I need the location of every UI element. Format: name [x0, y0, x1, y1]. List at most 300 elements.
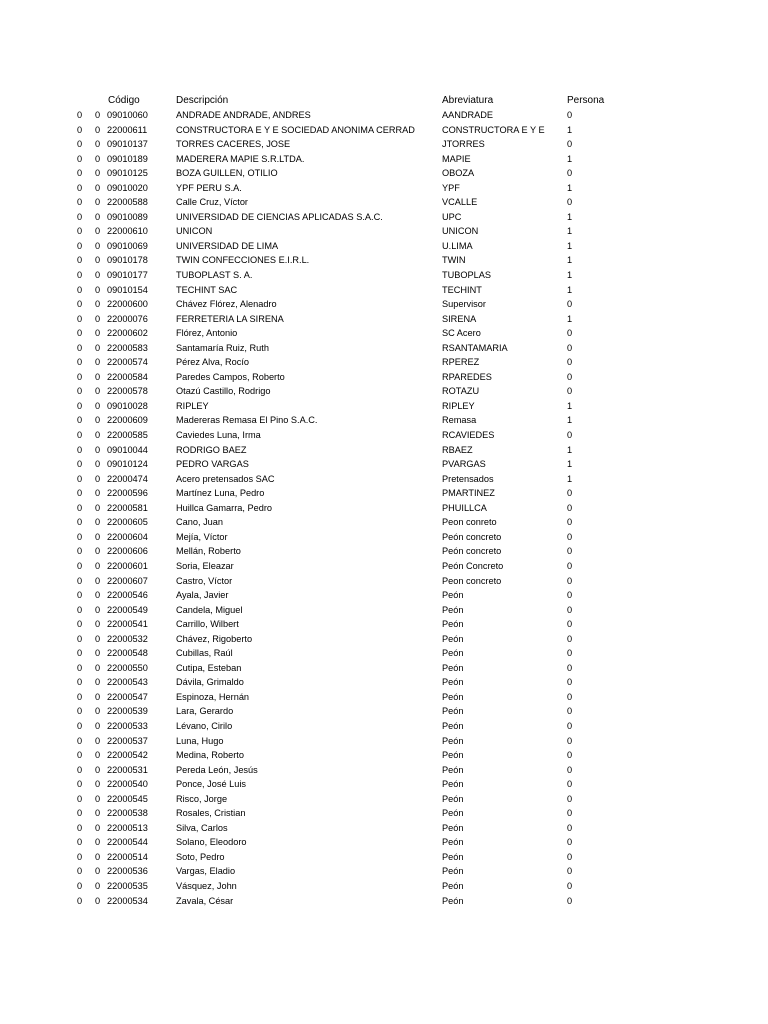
- flag-b-cell: 0: [95, 779, 101, 790]
- flag-a-cell: 0: [77, 764, 83, 775]
- flag-b-cell: 0: [95, 400, 101, 411]
- descripcion-cell: Espinoza, Hernán: [176, 691, 250, 702]
- flag-b-cell: 0: [95, 386, 101, 397]
- descripcion-cell: Mejía, Víctor: [176, 531, 228, 542]
- flag-a-cell: 0: [77, 560, 83, 571]
- persona-cell: 0: [567, 720, 573, 731]
- flag-a-cell: 0: [77, 793, 83, 804]
- table-row: [0, 195, 768, 210]
- table-row: [0, 108, 768, 123]
- flag-a-cell: 0: [77, 633, 83, 644]
- descripcion-cell: UNICON: [176, 226, 213, 237]
- flag-a-cell: 0: [77, 895, 83, 906]
- abreviatura-cell: Peón: [442, 750, 464, 761]
- codigo-cell: 22000542: [107, 750, 148, 761]
- flag-a-cell: 0: [77, 517, 83, 528]
- flag-b-cell: 0: [95, 284, 101, 295]
- flag-a-cell: 0: [77, 851, 83, 862]
- table-row: [0, 530, 768, 545]
- codigo-cell: 22000539: [107, 706, 148, 717]
- table-row: [0, 675, 768, 690]
- descripcion-cell: Candela, Miguel: [176, 604, 243, 615]
- table-row: [0, 166, 768, 181]
- abreviatura-cell: RSANTAMARIA: [442, 342, 508, 353]
- codigo-cell: 22000606: [107, 546, 148, 557]
- descripcion-cell: RODRIGO BAEZ: [176, 444, 247, 455]
- persona-cell: 0: [567, 517, 573, 528]
- persona-cell: 0: [567, 488, 573, 499]
- flag-b-cell: 0: [95, 226, 101, 237]
- abreviatura-cell: Peón: [442, 619, 464, 630]
- abreviatura-cell: Peón: [442, 779, 464, 790]
- table-row: [0, 370, 768, 385]
- persona-cell: 0: [567, 677, 573, 688]
- flag-a-cell: 0: [77, 168, 83, 179]
- table-row: [0, 704, 768, 719]
- flag-a-cell: 0: [77, 328, 83, 339]
- flag-b-cell: 0: [95, 299, 101, 310]
- abreviatura-cell: PMARTINEZ: [442, 488, 495, 499]
- flag-b-cell: 0: [95, 604, 101, 615]
- descripcion-cell: Zavala, César: [176, 895, 234, 906]
- persona-cell: 0: [567, 662, 573, 673]
- abreviatura-cell: Pretensados: [442, 473, 494, 484]
- descripcion-cell: Huillca Gamarra, Pedro: [176, 502, 272, 513]
- table-row: [0, 690, 768, 705]
- flag-a-cell: 0: [77, 139, 83, 150]
- persona-cell: 1: [567, 124, 573, 135]
- codigo-cell: 22000604: [107, 531, 148, 542]
- persona-cell: 1: [567, 270, 573, 281]
- abreviatura-cell: MAPIE: [442, 153, 471, 164]
- flag-b-cell: 0: [95, 531, 101, 542]
- table-row: [0, 588, 768, 603]
- descripcion-cell: Flórez, Antonio: [176, 328, 238, 339]
- descripcion-cell: PEDRO VARGAS: [176, 459, 249, 470]
- flag-b-cell: 0: [95, 866, 101, 877]
- persona-cell: 1: [567, 153, 573, 164]
- persona-cell: 1: [567, 459, 573, 470]
- persona-cell: 1: [567, 182, 573, 193]
- descripcion-cell: Lévano, Cirilo: [176, 720, 233, 731]
- codigo-cell: 09010060: [107, 110, 148, 120]
- persona-cell: 0: [567, 546, 573, 557]
- table-body: [0, 108, 768, 908]
- descripcion-cell: Cubillas, Raúl: [176, 648, 233, 659]
- table-row: [0, 806, 768, 821]
- persona-cell: 1: [567, 226, 573, 237]
- codigo-cell: 09010069: [107, 240, 148, 251]
- persona-cell: 1: [567, 444, 573, 455]
- table-row: [0, 632, 768, 647]
- flag-a-cell: 0: [77, 255, 83, 266]
- descripcion-cell: Pérez Alva, Rocío: [176, 357, 250, 368]
- codigo-cell: 09010028: [107, 400, 148, 411]
- flag-b-cell: 0: [95, 139, 101, 150]
- flag-a-cell: 0: [77, 284, 83, 295]
- table-row: [0, 355, 768, 370]
- table-row: [0, 210, 768, 225]
- abreviatura-cell: PVARGAS: [442, 459, 486, 470]
- descripcion-cell: Acero pretensados SAC: [176, 473, 275, 484]
- persona-cell: 0: [567, 531, 573, 542]
- abreviatura-cell: TECHINT: [442, 284, 482, 295]
- abreviatura-cell: Peón: [442, 822, 464, 833]
- flag-a-cell: 0: [77, 691, 83, 702]
- table-row: [0, 224, 768, 239]
- codigo-cell: 22000609: [107, 415, 148, 426]
- table-row: [0, 312, 768, 327]
- abreviatura-cell: Supervisor: [442, 299, 486, 310]
- table-row: [0, 574, 768, 589]
- flag-a-cell: 0: [77, 735, 83, 746]
- table-row: [0, 821, 768, 836]
- codigo-cell: 22000533: [107, 720, 148, 731]
- table-row: [0, 341, 768, 356]
- header-descripcion: Descripción: [176, 95, 229, 106]
- abreviatura-cell: PHUILLCA: [442, 502, 487, 513]
- persona-cell: 0: [567, 328, 573, 339]
- table-row: [0, 486, 768, 501]
- persona-cell: 0: [567, 430, 573, 441]
- persona-cell: 0: [567, 590, 573, 601]
- flag-b-cell: 0: [95, 895, 101, 906]
- flag-a-cell: 0: [77, 313, 83, 324]
- codigo-cell: 22000574: [107, 357, 148, 368]
- flag-b-cell: 0: [95, 328, 101, 339]
- flag-a-cell: 0: [77, 444, 83, 455]
- descripcion-cell: Soria, Eleazar: [176, 560, 234, 571]
- abreviatura-cell: JTORRES: [442, 139, 485, 150]
- flag-a-cell: 0: [77, 371, 83, 382]
- descripcion-cell: Caviedes Luna, Irma: [176, 430, 261, 441]
- descripcion-cell: TWIN CONFECCIONES E.I.R.L.: [176, 255, 310, 266]
- flag-a-cell: 0: [77, 822, 83, 833]
- data-table: [0, 93, 768, 908]
- persona-cell: 0: [567, 691, 573, 702]
- flag-a-cell: 0: [77, 590, 83, 601]
- abreviatura-cell: Remasa: [442, 415, 477, 426]
- abreviatura-cell: OBOZA: [442, 168, 475, 179]
- header-persona: Persona: [567, 95, 605, 106]
- flag-a-cell: 0: [77, 211, 83, 222]
- flag-a-cell: 0: [77, 866, 83, 877]
- flag-b-cell: 0: [95, 357, 101, 368]
- flag-a-cell: 0: [77, 502, 83, 513]
- persona-cell: 1: [567, 284, 573, 295]
- codigo-cell: 22000596: [107, 488, 148, 499]
- descripcion-cell: Chávez Flórez, Alenadro: [176, 299, 277, 310]
- codigo-cell: 22000602: [107, 328, 148, 339]
- abreviatura-cell: Peón: [442, 808, 464, 819]
- table-row: [0, 181, 768, 196]
- table-row: [0, 879, 768, 894]
- table-row: [0, 763, 768, 778]
- abreviatura-cell: Peón: [442, 851, 464, 862]
- flag-b-cell: 0: [95, 822, 101, 833]
- flag-a-cell: 0: [77, 342, 83, 353]
- flag-a-cell: 0: [77, 720, 83, 731]
- persona-cell: 0: [567, 764, 573, 775]
- codigo-cell: 22000513: [107, 822, 148, 833]
- flag-a-cell: 0: [77, 386, 83, 397]
- table-row: [0, 617, 768, 632]
- persona-cell: 0: [567, 648, 573, 659]
- flag-b-cell: 0: [95, 662, 101, 673]
- codigo-cell: 22000532: [107, 633, 148, 644]
- abreviatura-cell: Peón: [442, 793, 464, 804]
- abreviatura-cell: Peón: [442, 895, 464, 906]
- table-row: [0, 515, 768, 530]
- table-row: [0, 777, 768, 792]
- flag-a-cell: 0: [77, 182, 83, 193]
- flag-b-cell: 0: [95, 750, 101, 761]
- flag-a-cell: 0: [77, 473, 83, 484]
- flag-a-cell: 0: [77, 299, 83, 310]
- abreviatura-cell: Peón: [442, 677, 464, 688]
- table-row: [0, 559, 768, 574]
- table-row: [0, 297, 768, 312]
- flag-b-cell: 0: [95, 633, 101, 644]
- codigo-cell: 22000545: [107, 793, 148, 804]
- persona-cell: 0: [567, 735, 573, 746]
- flag-a-cell: 0: [77, 546, 83, 557]
- persona-cell: 0: [567, 779, 573, 790]
- codigo-cell: 22000578: [107, 386, 148, 397]
- table-row: [0, 792, 768, 807]
- descripcion-cell: Vargas, Eladio: [176, 866, 236, 877]
- descripcion-cell: Solano, Eleodoro: [176, 837, 247, 848]
- flag-b-cell: 0: [95, 619, 101, 630]
- descripcion-cell: Carrillo, Wilbert: [176, 619, 239, 630]
- table-row: [0, 457, 768, 472]
- persona-cell: 0: [567, 750, 573, 761]
- codigo-cell: 22000605: [107, 517, 148, 528]
- flag-a-cell: 0: [77, 619, 83, 630]
- abreviatura-cell: RBAEZ: [442, 444, 473, 455]
- flag-b-cell: 0: [95, 880, 101, 891]
- codigo-cell: 22000474: [107, 473, 148, 484]
- flag-a-cell: 0: [77, 415, 83, 426]
- persona-cell: 0: [567, 851, 573, 862]
- abreviatura-cell: Peón: [442, 764, 464, 775]
- flag-b-cell: 0: [95, 240, 101, 251]
- abreviatura-cell: Peon conreto: [442, 517, 497, 528]
- codigo-cell: 09010189: [107, 153, 148, 164]
- codigo-cell: 22000538: [107, 808, 148, 819]
- descripcion-cell: Pereda León, Jesús: [176, 764, 258, 775]
- descripcion-cell: Cano, Juan: [176, 517, 223, 528]
- flag-b-cell: 0: [95, 459, 101, 470]
- table-row: [0, 850, 768, 865]
- flag-b-cell: 0: [95, 808, 101, 819]
- table-row: [0, 646, 768, 661]
- flag-b-cell: 0: [95, 677, 101, 688]
- table-row: [0, 748, 768, 763]
- flag-b-cell: 0: [95, 560, 101, 571]
- flag-a-cell: 0: [77, 706, 83, 717]
- descripcion-cell: Soto, Pedro: [176, 851, 225, 862]
- flag-b-cell: 0: [95, 444, 101, 455]
- descripcion-cell: TUBOPLAST S. A.: [176, 270, 253, 281]
- codigo-cell: 22000588: [107, 197, 148, 208]
- abreviatura-cell: Peón Concreto: [442, 560, 504, 571]
- flag-b-cell: 0: [95, 211, 101, 222]
- persona-cell: 1: [567, 240, 573, 251]
- flag-a-cell: 0: [77, 459, 83, 470]
- descripcion-cell: ANDRADE ANDRADE, ANDRES: [176, 110, 311, 120]
- descripcion-cell: Lara, Gerardo: [176, 706, 234, 717]
- flag-a-cell: 0: [77, 400, 83, 411]
- flag-a-cell: 0: [77, 648, 83, 659]
- flag-b-cell: 0: [95, 546, 101, 557]
- flag-a-cell: 0: [77, 604, 83, 615]
- codigo-cell: 22000537: [107, 735, 148, 746]
- persona-cell: 0: [567, 575, 573, 586]
- abreviatura-cell: RPEREZ: [442, 357, 480, 368]
- persona-cell: 0: [567, 502, 573, 513]
- persona-cell: 0: [567, 706, 573, 717]
- persona-cell: 0: [567, 139, 573, 150]
- codigo-cell: 22000540: [107, 779, 148, 790]
- flag-a-cell: 0: [77, 575, 83, 586]
- codigo-cell: 22000549: [107, 604, 148, 615]
- persona-cell: 0: [567, 895, 573, 906]
- descripcion-cell: TORRES CACERES, JOSE: [176, 139, 291, 150]
- codigo-cell: 22000536: [107, 866, 148, 877]
- abreviatura-cell: Peón: [442, 590, 464, 601]
- persona-cell: 1: [567, 400, 573, 411]
- persona-cell: 1: [567, 473, 573, 484]
- table-row: [0, 443, 768, 458]
- abreviatura-cell: U.LIMA: [442, 240, 473, 251]
- flag-b-cell: 0: [95, 124, 101, 135]
- abreviatura-cell: UNICON: [442, 226, 479, 237]
- codigo-cell: 22000611: [107, 124, 148, 135]
- flag-b-cell: 0: [95, 590, 101, 601]
- flag-a-cell: 0: [77, 226, 83, 237]
- table-row: [0, 603, 768, 618]
- flag-a-cell: 0: [77, 779, 83, 790]
- descripcion-cell: Vásquez, John: [176, 880, 237, 891]
- descripcion-cell: Mellán, Roberto: [176, 546, 241, 557]
- flag-b-cell: 0: [95, 793, 101, 804]
- flag-b-cell: 0: [95, 517, 101, 528]
- flag-b-cell: 0: [95, 735, 101, 746]
- persona-cell: 1: [567, 313, 573, 324]
- descripcion-cell: Paredes Campos, Roberto: [176, 371, 285, 382]
- persona-cell: 0: [567, 619, 573, 630]
- abreviatura-cell: YPF: [442, 182, 460, 193]
- flag-a-cell: 0: [77, 677, 83, 688]
- descripcion-cell: Dávila, Grimaldo: [176, 677, 244, 688]
- codigo-cell: 09010137: [107, 139, 148, 150]
- table-row: [0, 864, 768, 879]
- abreviatura-cell: SC Acero: [442, 328, 481, 339]
- flag-b-cell: 0: [95, 182, 101, 193]
- codigo-cell: 22000584: [107, 371, 148, 382]
- codigo-cell: 22000601: [107, 560, 148, 571]
- persona-cell: 1: [567, 211, 573, 222]
- flag-b-cell: 0: [95, 837, 101, 848]
- abreviatura-cell: VCALLE: [442, 197, 478, 208]
- flag-b-cell: 0: [95, 575, 101, 586]
- flag-a-cell: 0: [77, 110, 83, 120]
- table-row: [0, 835, 768, 850]
- abreviatura-cell: Peón concreto: [442, 531, 502, 542]
- flag-b-cell: 0: [95, 415, 101, 426]
- codigo-cell: 22000514: [107, 851, 148, 862]
- descripcion-cell: Medina, Roberto: [176, 750, 244, 761]
- descripcion-cell: Santamaría Ruiz, Ruth: [176, 342, 269, 353]
- abreviatura-cell: Peón: [442, 706, 464, 717]
- descripcion-cell: UNIVERSIDAD DE CIENCIAS APLICADAS S.A.C.: [176, 211, 383, 222]
- persona-cell: 0: [567, 604, 573, 615]
- persona-cell: 1: [567, 255, 573, 266]
- abreviatura-cell: SIRENA: [442, 313, 477, 324]
- descripcion-cell: MADERERA MAPIE S.R.LTDA.: [176, 153, 305, 164]
- table-row: [0, 253, 768, 268]
- persona-cell: 0: [567, 837, 573, 848]
- table-row: [0, 137, 768, 152]
- codigo-cell: 09010177: [107, 270, 148, 281]
- descripcion-cell: Chávez, Rigoberto: [176, 633, 253, 644]
- codigo-cell: 22000600: [107, 299, 148, 310]
- codigo-cell: 22000546: [107, 590, 148, 601]
- descripcion-cell: Madereras Remasa El Pino S.A.C.: [176, 415, 318, 426]
- abreviatura-cell: RPAREDES: [442, 371, 492, 382]
- table-row: [0, 326, 768, 341]
- flag-b-cell: 0: [95, 371, 101, 382]
- descripcion-cell: Calle Cruz, Víctor: [176, 197, 248, 208]
- header-codigo: Código: [108, 95, 140, 106]
- table-row: [0, 123, 768, 138]
- codigo-cell: 22000535: [107, 880, 148, 891]
- flag-a-cell: 0: [77, 662, 83, 673]
- descripcion-cell: FERRETERIA LA SIRENA: [176, 313, 284, 324]
- codigo-cell: 22000531: [107, 764, 148, 775]
- flag-b-cell: 0: [95, 851, 101, 862]
- descripcion-cell: Otazú Castillo, Rodrigo: [176, 386, 271, 397]
- abreviatura-cell: Peón: [442, 648, 464, 659]
- flag-a-cell: 0: [77, 750, 83, 761]
- abreviatura-cell: AANDRADE: [442, 110, 494, 120]
- flag-a-cell: 0: [77, 357, 83, 368]
- table-row: [0, 734, 768, 749]
- abreviatura-cell: Peón: [442, 720, 464, 731]
- abreviatura-cell: Peón: [442, 866, 464, 877]
- flag-b-cell: 0: [95, 648, 101, 659]
- codigo-cell: 22000543: [107, 677, 148, 688]
- descripcion-cell: UNIVERSIDAD DE LIMA: [176, 240, 279, 251]
- persona-cell: 0: [567, 822, 573, 833]
- flag-a-cell: 0: [77, 531, 83, 542]
- codigo-cell: 22000583: [107, 342, 148, 353]
- persona-cell: 0: [567, 371, 573, 382]
- persona-cell: 0: [567, 880, 573, 891]
- codigo-cell: 22000076: [107, 313, 148, 324]
- codigo-cell: 09010044: [107, 444, 148, 455]
- persona-cell: 0: [567, 633, 573, 644]
- abreviatura-cell: Peón concreto: [442, 546, 502, 557]
- flag-a-cell: 0: [77, 488, 83, 499]
- descripcion-cell: YPF PERU S.A.: [176, 182, 242, 193]
- abreviatura-cell: CONSTRUCTORA E Y E: [442, 124, 545, 135]
- table-row: [0, 239, 768, 254]
- codigo-cell: 22000607: [107, 575, 148, 586]
- header-abreviatura: Abreviatura: [442, 95, 494, 106]
- abreviatura-cell: Peón: [442, 633, 464, 644]
